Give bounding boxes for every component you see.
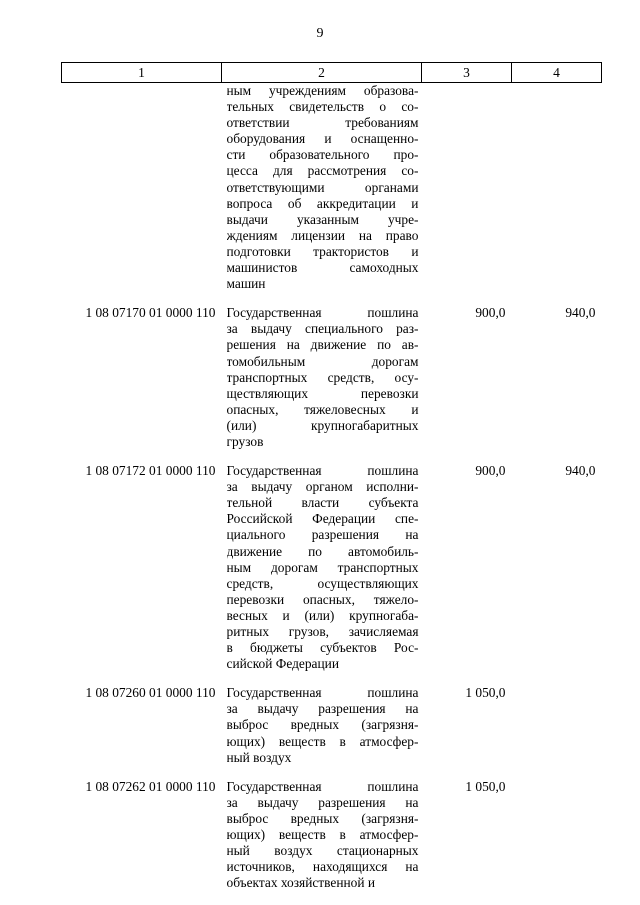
revenue-name-line: Государственная пошлина — [226, 305, 419, 321]
revenue-name-line: (или) крупногабаритных — [226, 417, 419, 433]
revenue-name-line: сийской Федерации — [226, 656, 339, 672]
revenue-name-line: тельных свидетельств о со- — [226, 99, 419, 115]
revenue-name-line: ответствии требованиям — [226, 115, 419, 131]
revenue-name-cell — [222, 305, 422, 463]
revenue-name-line: решения на движение по ав- — [226, 337, 419, 353]
revenue-name-line: транспортных средств, осу- — [226, 369, 419, 385]
amount-column-4-cell: 940,0 — [565, 463, 596, 479]
revenue-name-line: выдачи указанным учре- — [226, 211, 419, 227]
amount-column-3-cell: 900,0 — [475, 463, 506, 479]
revenue-name-line: ный воздух стационарных — [226, 843, 419, 859]
amount-column-4-cell: 940,0 — [565, 305, 596, 321]
revenue-name-line: ющих) веществ в атмосфер- — [226, 733, 419, 749]
table-header-row — [62, 63, 602, 83]
revenue-name-line: ритных грузов, зачисляемая — [226, 624, 419, 639]
revenue-name-line: ный воздух — [226, 749, 292, 765]
revenue-name-line: весных и (или) крупногаба- — [226, 607, 419, 623]
revenue-name-line: за выдачу специального раз- — [226, 321, 419, 337]
revenue-name-line: источников, находящихся на — [226, 859, 419, 875]
revenue-name-cell — [222, 463, 422, 685]
revenue-name-line: Государственная пошлина — [226, 778, 419, 794]
revenue-name-line: в бюджеты субъектов Рос- — [226, 640, 419, 656]
table-row — [62, 463, 602, 685]
revenue-name-line: грузов — [226, 433, 264, 449]
revenue-name-line: сти образовательного про- — [226, 147, 419, 163]
amount-column-4-cell — [512, 83, 602, 306]
revenue-name-line: ответствующими органами — [226, 179, 419, 195]
revenue-name-line: средств, осуществляющих — [226, 575, 419, 591]
revenue-name-line: ществляющих перевозки — [226, 385, 419, 401]
column-header-4: 4 — [512, 63, 602, 83]
table-row — [62, 305, 602, 463]
revenue-name-line: вопроса об аккредитации и — [226, 195, 419, 211]
amount-column-4-cell — [512, 779, 602, 905]
revenue-name-cell — [222, 685, 422, 778]
table-row — [62, 779, 602, 905]
revenue-name-line: подготовки трактористов и — [226, 243, 419, 259]
revenue-name-line: томобильным дорогам — [226, 353, 419, 369]
amount-column-3-cell: 900,0 — [475, 305, 506, 321]
revenue-name-line: циального разрешения на — [226, 527, 419, 543]
revenue-name-line: опасных, тяжеловесных и — [226, 401, 419, 417]
amount-column-4-cell — [512, 685, 602, 778]
revenue-name-line: за выдачу разрешения на — [226, 701, 419, 717]
revenue-name-line: тельной власти субъекта — [226, 495, 419, 511]
revenue-code-cell: 1 08 07170 01 0000 110 — [85, 305, 216, 321]
revenue-name-line: цесса для рассмотрения со- — [226, 163, 419, 179]
revenue-name-line: ющих) веществ в атмосфер- — [226, 827, 419, 843]
revenue-name-line: ным учреждениям образова- — [226, 83, 419, 98]
revenue-name-cell — [222, 779, 422, 905]
revenue-name-line: ным дорогам транспортных — [226, 559, 419, 575]
revenue-code-cell — [62, 83, 222, 306]
revenue-code-cell: 1 08 07172 01 0000 110 — [85, 463, 216, 479]
budget-revenue-table — [61, 62, 602, 904]
revenue-name-line: Государственная пошлина — [226, 685, 419, 701]
revenue-name-line: перевозки опасных, тяжело- — [226, 591, 419, 607]
revenue-name-line: за выдачу разрешения на — [226, 794, 419, 810]
table-body — [62, 83, 602, 905]
amount-column-3-cell: 1 050,0 — [465, 685, 506, 701]
revenue-name-line: движение по автомобиль- — [226, 543, 419, 559]
table-row — [62, 685, 602, 778]
revenue-name-line: машин — [226, 276, 266, 292]
revenue-name-line: за выдачу органом исполни- — [226, 479, 419, 495]
table-row — [62, 83, 602, 306]
amount-column-3-cell — [422, 83, 512, 306]
revenue-name-line: объектах хозяйственной и — [226, 875, 376, 891]
column-header-3: 3 — [422, 63, 512, 83]
revenue-name-line: ждениям лицензии на право — [226, 227, 419, 243]
page-number: 9 — [316, 26, 324, 41]
amount-column-3-cell: 1 050,0 — [465, 778, 506, 794]
column-header-1: 1 — [62, 63, 222, 83]
revenue-name-line: выброс вредных (загрязня- — [226, 717, 419, 733]
revenue-code-cell: 1 08 07262 01 0000 110 — [85, 778, 216, 794]
revenue-name-line: выброс вредных (загрязня- — [226, 810, 419, 826]
column-header-2: 2 — [222, 63, 422, 83]
revenue-name-line: Государственная пошлина — [226, 463, 419, 479]
revenue-name-line: Российской Федерации спе- — [226, 511, 419, 527]
revenue-name-line: машинистов самоходных — [226, 260, 419, 276]
revenue-name-cell — [222, 83, 422, 306]
revenue-name-line: оборудования и оснащенно- — [226, 131, 419, 147]
revenue-code-cell: 1 08 07260 01 0000 110 — [85, 685, 216, 701]
